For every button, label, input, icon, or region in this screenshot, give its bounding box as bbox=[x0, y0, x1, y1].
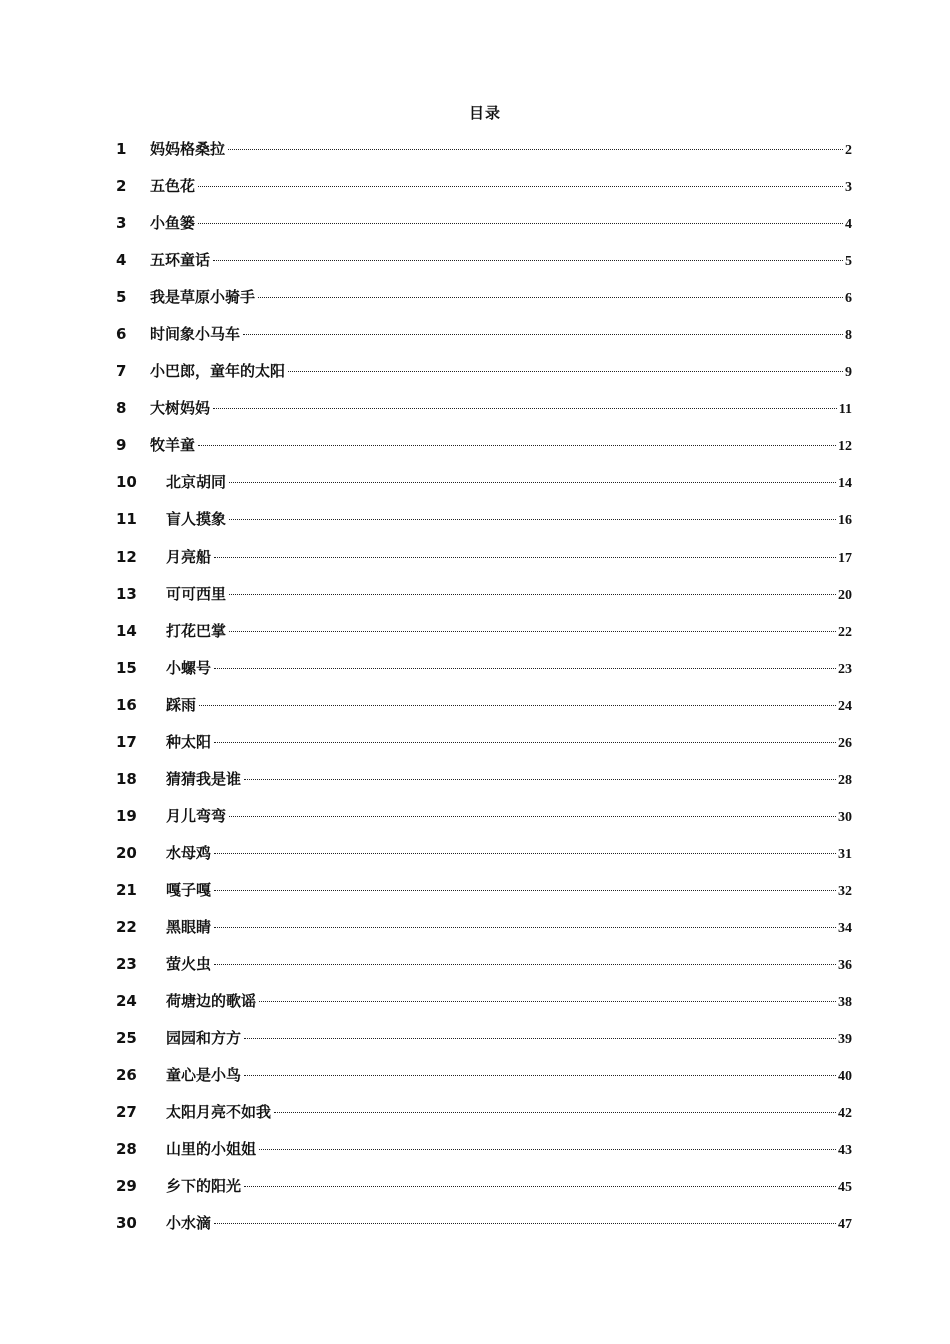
toc-entry-number: 15 bbox=[116, 658, 137, 677]
toc-entry-number: 21 bbox=[116, 880, 137, 899]
toc-entry-page-number: 34 bbox=[838, 920, 852, 936]
toc-entry-number: 3 bbox=[116, 214, 127, 233]
toc-entry-title: 月儿弯弯 bbox=[166, 806, 227, 825]
toc-entry-title: 猜猜我是谁 bbox=[166, 769, 242, 788]
toc-entry-page-number: 39 bbox=[838, 1032, 852, 1048]
toc-entry[interactable] bbox=[116, 395, 852, 432]
toc-entry-number: 19 bbox=[116, 806, 137, 825]
toc-entry-title: 时间象小马车 bbox=[150, 325, 241, 344]
toc-dot-leader bbox=[214, 890, 836, 891]
toc-dot-leader bbox=[244, 1186, 836, 1187]
toc-dot-leader bbox=[213, 260, 843, 261]
toc-entry[interactable] bbox=[116, 988, 852, 1025]
toc-entry[interactable] bbox=[116, 840, 852, 877]
toc-entry-page-number: 22 bbox=[838, 624, 852, 640]
toc-entry[interactable] bbox=[116, 210, 852, 247]
toc-entry-title: 北京胡同 bbox=[166, 473, 227, 492]
toc-dot-leader bbox=[214, 668, 836, 669]
toc-entry-title: 嘎子嘎 bbox=[166, 880, 212, 899]
toc-entry[interactable] bbox=[116, 1099, 852, 1136]
toc-entry[interactable] bbox=[116, 136, 852, 173]
toc-entry-title: 大树妈妈 bbox=[150, 399, 211, 418]
toc-entry-page-number: 47 bbox=[838, 1217, 852, 1233]
toc-entry-number: 24 bbox=[116, 992, 137, 1011]
toc-entry[interactable] bbox=[116, 321, 852, 358]
toc-entry-title: 小巴郎，童年的太阳 bbox=[150, 362, 286, 381]
toc-entry-title: 荷塘边的歌谣 bbox=[166, 992, 257, 1011]
toc-entry-page-number: 31 bbox=[838, 846, 852, 862]
toc-entry-number: 2 bbox=[116, 177, 127, 196]
toc-entry-title: 童心是小鸟 bbox=[166, 1066, 242, 1085]
toc-entry-number: 7 bbox=[116, 362, 127, 381]
toc-entry[interactable] bbox=[116, 618, 852, 655]
toc-dot-leader bbox=[243, 334, 843, 335]
toc-entry-page-number: 12 bbox=[838, 439, 852, 455]
toc-dot-leader bbox=[244, 1075, 836, 1076]
toc-dot-leader bbox=[288, 371, 843, 372]
toc-entry[interactable] bbox=[116, 1025, 852, 1062]
toc-entry-title: 乡下的阳光 bbox=[166, 1177, 242, 1196]
toc-entry[interactable] bbox=[116, 506, 852, 543]
toc-entry[interactable] bbox=[116, 1173, 852, 1210]
toc-entry[interactable] bbox=[116, 729, 852, 766]
toc-entry-number: 11 bbox=[116, 510, 137, 529]
toc-entry-number: 25 bbox=[116, 1029, 137, 1048]
toc-entry[interactable] bbox=[116, 1062, 852, 1099]
toc-entry-number: 18 bbox=[116, 769, 137, 788]
toc-entry-number: 8 bbox=[116, 399, 127, 418]
toc-entry[interactable] bbox=[116, 655, 852, 692]
toc-entry-number: 1 bbox=[116, 140, 127, 158]
toc-entry-number: 23 bbox=[116, 955, 137, 974]
toc-entry-title: 太阳月亮不如我 bbox=[166, 1103, 272, 1122]
toc-entry[interactable] bbox=[116, 803, 852, 840]
toc-entry-page-number: 14 bbox=[838, 476, 852, 492]
toc-dot-leader bbox=[259, 1001, 836, 1002]
toc-dot-leader bbox=[244, 779, 836, 780]
toc-entry-page-number: 11 bbox=[838, 402, 852, 418]
toc-dot-leader bbox=[229, 816, 836, 817]
toc-entry-title: 踩雨 bbox=[166, 695, 197, 714]
toc-entry[interactable] bbox=[116, 1136, 852, 1173]
toc-entry-number: 20 bbox=[116, 843, 137, 862]
toc-dot-leader bbox=[214, 1223, 836, 1224]
toc-dot-leader bbox=[274, 1112, 836, 1113]
toc-list bbox=[116, 136, 852, 1247]
toc-dot-leader bbox=[214, 927, 836, 928]
toc-entry-number: 17 bbox=[116, 732, 137, 751]
toc-dot-leader bbox=[199, 705, 836, 706]
toc-entry-title: 盲人摸象 bbox=[166, 510, 227, 529]
toc-dot-leader bbox=[229, 594, 836, 595]
toc-entry-page-number: 42 bbox=[838, 1106, 852, 1122]
toc-entry-title: 五环童话 bbox=[150, 251, 211, 270]
toc-entry-title: 妈妈格桑拉 bbox=[150, 140, 226, 158]
toc-entry-page-number: 6 bbox=[845, 291, 852, 307]
toc-entry[interactable] bbox=[116, 692, 852, 729]
toc-entry-number: 22 bbox=[116, 917, 137, 936]
toc-entry-page-number: 8 bbox=[845, 328, 852, 344]
toc-entry-page-number: 28 bbox=[838, 772, 852, 788]
toc-dot-leader bbox=[198, 445, 836, 446]
toc-entry[interactable] bbox=[116, 544, 852, 581]
toc-entry[interactable] bbox=[116, 1210, 852, 1247]
toc-entry-title: 黑眼睛 bbox=[166, 917, 212, 936]
toc-entry-title: 园园和方方 bbox=[166, 1029, 242, 1048]
toc-entry-number: 30 bbox=[116, 1214, 137, 1233]
toc-entry[interactable] bbox=[116, 432, 852, 469]
toc-entry-title: 水母鸡 bbox=[166, 843, 212, 862]
toc-entry-number: 16 bbox=[116, 695, 137, 714]
toc-entry-title: 五色花 bbox=[150, 177, 196, 196]
toc-entry-number: 9 bbox=[116, 436, 127, 455]
toc-entry[interactable] bbox=[116, 877, 852, 914]
toc-entry-page-number: 24 bbox=[838, 698, 852, 714]
toc-entry[interactable] bbox=[116, 766, 852, 803]
toc-entry[interactable] bbox=[116, 951, 852, 988]
toc-entry-page-number: 45 bbox=[838, 1180, 852, 1196]
toc-entry-title: 山里的小姐姐 bbox=[166, 1140, 257, 1159]
toc-entry[interactable] bbox=[116, 469, 852, 506]
toc-dot-leader bbox=[214, 964, 836, 965]
toc-entry-number: 29 bbox=[116, 1177, 137, 1196]
toc-entry-page-number: 2 bbox=[845, 143, 852, 158]
toc-entry-title: 打花巴掌 bbox=[166, 621, 227, 640]
toc-entry-page-number: 16 bbox=[838, 513, 852, 529]
toc-entry-number: 14 bbox=[116, 621, 137, 640]
toc-entry-number: 13 bbox=[116, 584, 137, 603]
toc-dot-leader bbox=[214, 742, 836, 743]
toc-dot-leader bbox=[198, 223, 843, 224]
toc-entry[interactable] bbox=[116, 284, 852, 321]
toc-entry-page-number: 30 bbox=[838, 809, 852, 825]
toc-entry-page-number: 17 bbox=[838, 550, 852, 566]
toc-entry-title: 小水滴 bbox=[166, 1214, 212, 1233]
toc-dot-leader bbox=[229, 482, 836, 483]
toc-entry-page-number: 26 bbox=[838, 735, 852, 751]
toc-entry-page-number: 23 bbox=[838, 661, 852, 677]
toc-entry-page-number: 38 bbox=[838, 995, 852, 1011]
toc-entry-number: 12 bbox=[116, 547, 137, 566]
toc-entry-title: 小螺号 bbox=[166, 658, 212, 677]
toc-entry-page-number: 40 bbox=[838, 1069, 852, 1085]
toc-dot-leader bbox=[214, 853, 836, 854]
toc-entry-number: 5 bbox=[116, 288, 127, 307]
toc-entry-page-number: 9 bbox=[845, 365, 852, 381]
toc-dot-leader bbox=[259, 1149, 836, 1150]
toc-dot-leader bbox=[213, 408, 837, 409]
toc-entry-number: 28 bbox=[116, 1140, 137, 1159]
toc-entry-page-number: 43 bbox=[838, 1143, 852, 1159]
toc-entry-number: 10 bbox=[116, 473, 137, 492]
toc-entry-number: 26 bbox=[116, 1066, 137, 1085]
toc-entry[interactable] bbox=[116, 358, 852, 395]
toc-entry-number: 4 bbox=[116, 251, 127, 270]
toc-heading: 目录 bbox=[468, 104, 501, 122]
toc-entry[interactable] bbox=[116, 247, 852, 284]
toc-entry-title: 小鱼篓 bbox=[150, 214, 196, 233]
toc-entry-page-number: 20 bbox=[838, 587, 852, 603]
toc-entry-title: 月亮船 bbox=[166, 547, 212, 566]
toc-entry-page-number: 5 bbox=[845, 254, 852, 270]
toc-dot-leader bbox=[244, 1038, 836, 1039]
toc-dot-leader bbox=[198, 186, 843, 187]
toc-entry-title: 可可西里 bbox=[166, 584, 227, 603]
toc-entry-title: 我是草原小骑手 bbox=[150, 288, 256, 307]
toc-entry-number: 27 bbox=[116, 1103, 137, 1122]
toc-entry-title: 萤火虫 bbox=[166, 955, 212, 974]
toc-entry-page-number: 4 bbox=[845, 217, 852, 233]
toc-entry-number: 6 bbox=[116, 325, 127, 344]
toc-dot-leader bbox=[228, 149, 843, 150]
toc-entry-title: 种太阳 bbox=[166, 732, 212, 751]
toc-entry[interactable] bbox=[116, 914, 852, 951]
toc-entry-title: 牧羊童 bbox=[150, 436, 196, 455]
toc-dot-leader bbox=[258, 297, 843, 298]
toc-entry[interactable] bbox=[116, 581, 852, 618]
toc-entry[interactable] bbox=[116, 173, 852, 210]
toc-dot-leader bbox=[229, 631, 836, 632]
toc-dot-leader bbox=[229, 519, 836, 520]
toc-entry-page-number: 36 bbox=[838, 958, 852, 974]
toc-dot-leader bbox=[214, 557, 836, 558]
toc-entry-page-number: 3 bbox=[845, 180, 852, 196]
toc-entry-page-number: 32 bbox=[838, 883, 852, 899]
